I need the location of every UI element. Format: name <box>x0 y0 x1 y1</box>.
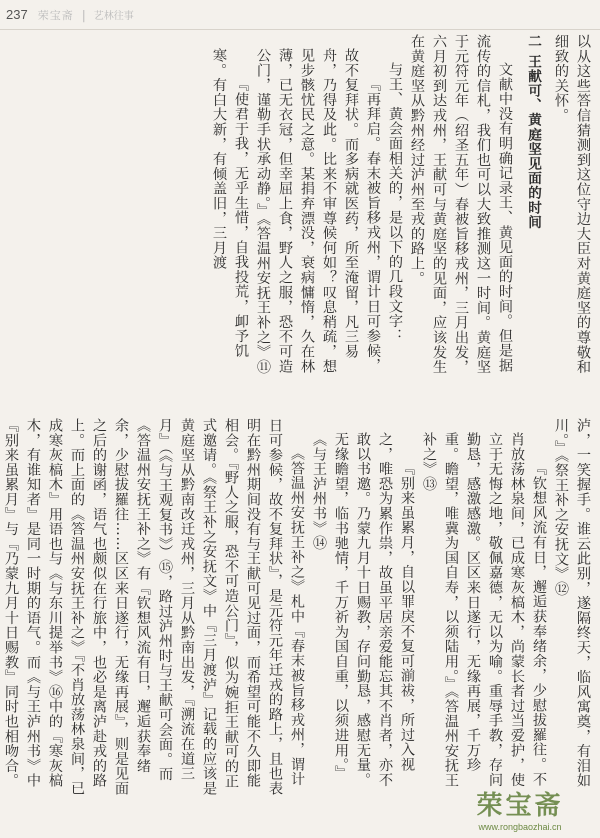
quoted-letter: 『再拜启。春末被旨移戎州，谓计日可参候，故不复拜状。而多病就医药，所至淹留，凡三易舟，乃得及此。比来不审尊候何如？叹息稍疏，想见步骸忧民之意。某捐弃漂没，衰病慵惰，久在林薄，已无衣冠，但幸屈上食，野人之服，恐不可造公门，谨勒手状承动静。』《答温州安抚王补之》⑪ <box>255 48 381 375</box>
header-separator: | <box>81 7 86 22</box>
publication-name: 荣宝斋 <box>37 8 74 22</box>
section-name: 艺林往事 <box>93 11 134 22</box>
body-paragraph: 泸，一笑握手。谁云此别，遂隔终天，临风寓奠，有泪如川。』《祭王补之安抚文》⑫ <box>553 418 591 788</box>
page-number: 237 <box>6 7 28 22</box>
body-paragraph: 文献中没有明确记录王、黄见面的时间。但是据流传的信札，我们也可以大致推测这一时间。黄庭坚于元符元年（绍圣五年）春被旨移戎州，三月出发，六月初到达戎州，王献可与黄庭坚的见面，应该发生在黄庭坚从黔州经过泸州至戎的路上。 <box>409 34 513 375</box>
body-paragraph: 以从这些答信猜测到这位守边大臣对黄庭坚的尊敬和细致的关怀。 <box>553 34 591 375</box>
section-heading: 二 王献可、黄庭坚见面的时间 <box>525 34 541 230</box>
body-paragraph: 《答温州安抚王补之》札中『春末被旨移戎州，谓计日可参候，故不复拜状』，是元符元年迁戎的路上，且也表明在黔州期间没有与王献可见过面，而希望可能不久即能相会。『野人之服，恐不可造公门』，似为婉拒王献可的正式邀请。《祭王补之安抚文》中『三月渡泸』记载的应该是黄庭坚从黔南改迁戎州，三月从黔南出发，『溯流在道三月』（《与王观复书》）⑮，路过泸州时与王献可会面。而《答温州安抚王补之》有『钦想风流有日，邂逅获奉绪余，少慰拔羅往……区区来日遂行，无缘再展』，则是见面之后的谢函，语气也颇似在行旅中，也必是离泸赴戎的路上。而上面的《答温州安抚王补之》『不肖放荡林泉间，已成寒灰槁木』用语也与《与东川提举书》⑯中的『寒灰槁木，有谁知者』是同一时期的语气。而《与王泸州书》中『别来虽累月』与『乃蒙九月十日赐教』同时也相吻合。 <box>3 418 305 796</box>
upper-text-column <box>6 34 594 384</box>
watermark <box>450 785 590 832</box>
watermark-logo: 荣宝斋 <box>476 791 564 821</box>
page-header <box>0 0 600 30</box>
quoted-letter: 『使君于我，无乎生惜，自我投荒，卹予饥寒。有白大新，有倾盖旧，三月渡 <box>211 48 249 358</box>
body-paragraph: 与王、黄会面相关的，是以下的几段文字： <box>387 62 403 344</box>
quoted-letter: 『别来虽累月，自以罪戾不复可湔祓，所过入视之，唯恐为累作祟，故虽平居亲爱能忘其不肖者，亦不敢以书邀。乃蒙九月十日赐教，存问勤恳，感慰无量。无缘瞻望，临书驰情，千万祈为国自重，以须进用。』《与王泸州书》⑭ <box>311 432 415 788</box>
quoted-letter: 『钦想风流有日，邂逅获奉绪余，少慰拔羅往。不肖放荡林泉间，已成寒灰槁木，尚蒙长者过当爱护，使立于无悔之地，敬佩嘉德，无以为喻。重辱手教，存问勤恳，感激感激。区区来日遂行，无缘再展，千万珍重。瞻望，唯冀为国自寿，以须陆用。』《答温州安抚王补之》⑬ <box>421 432 547 788</box>
watermark-url: www.rongbaozhai.cn <box>478 822 562 832</box>
lower-text-column <box>3 418 594 800</box>
